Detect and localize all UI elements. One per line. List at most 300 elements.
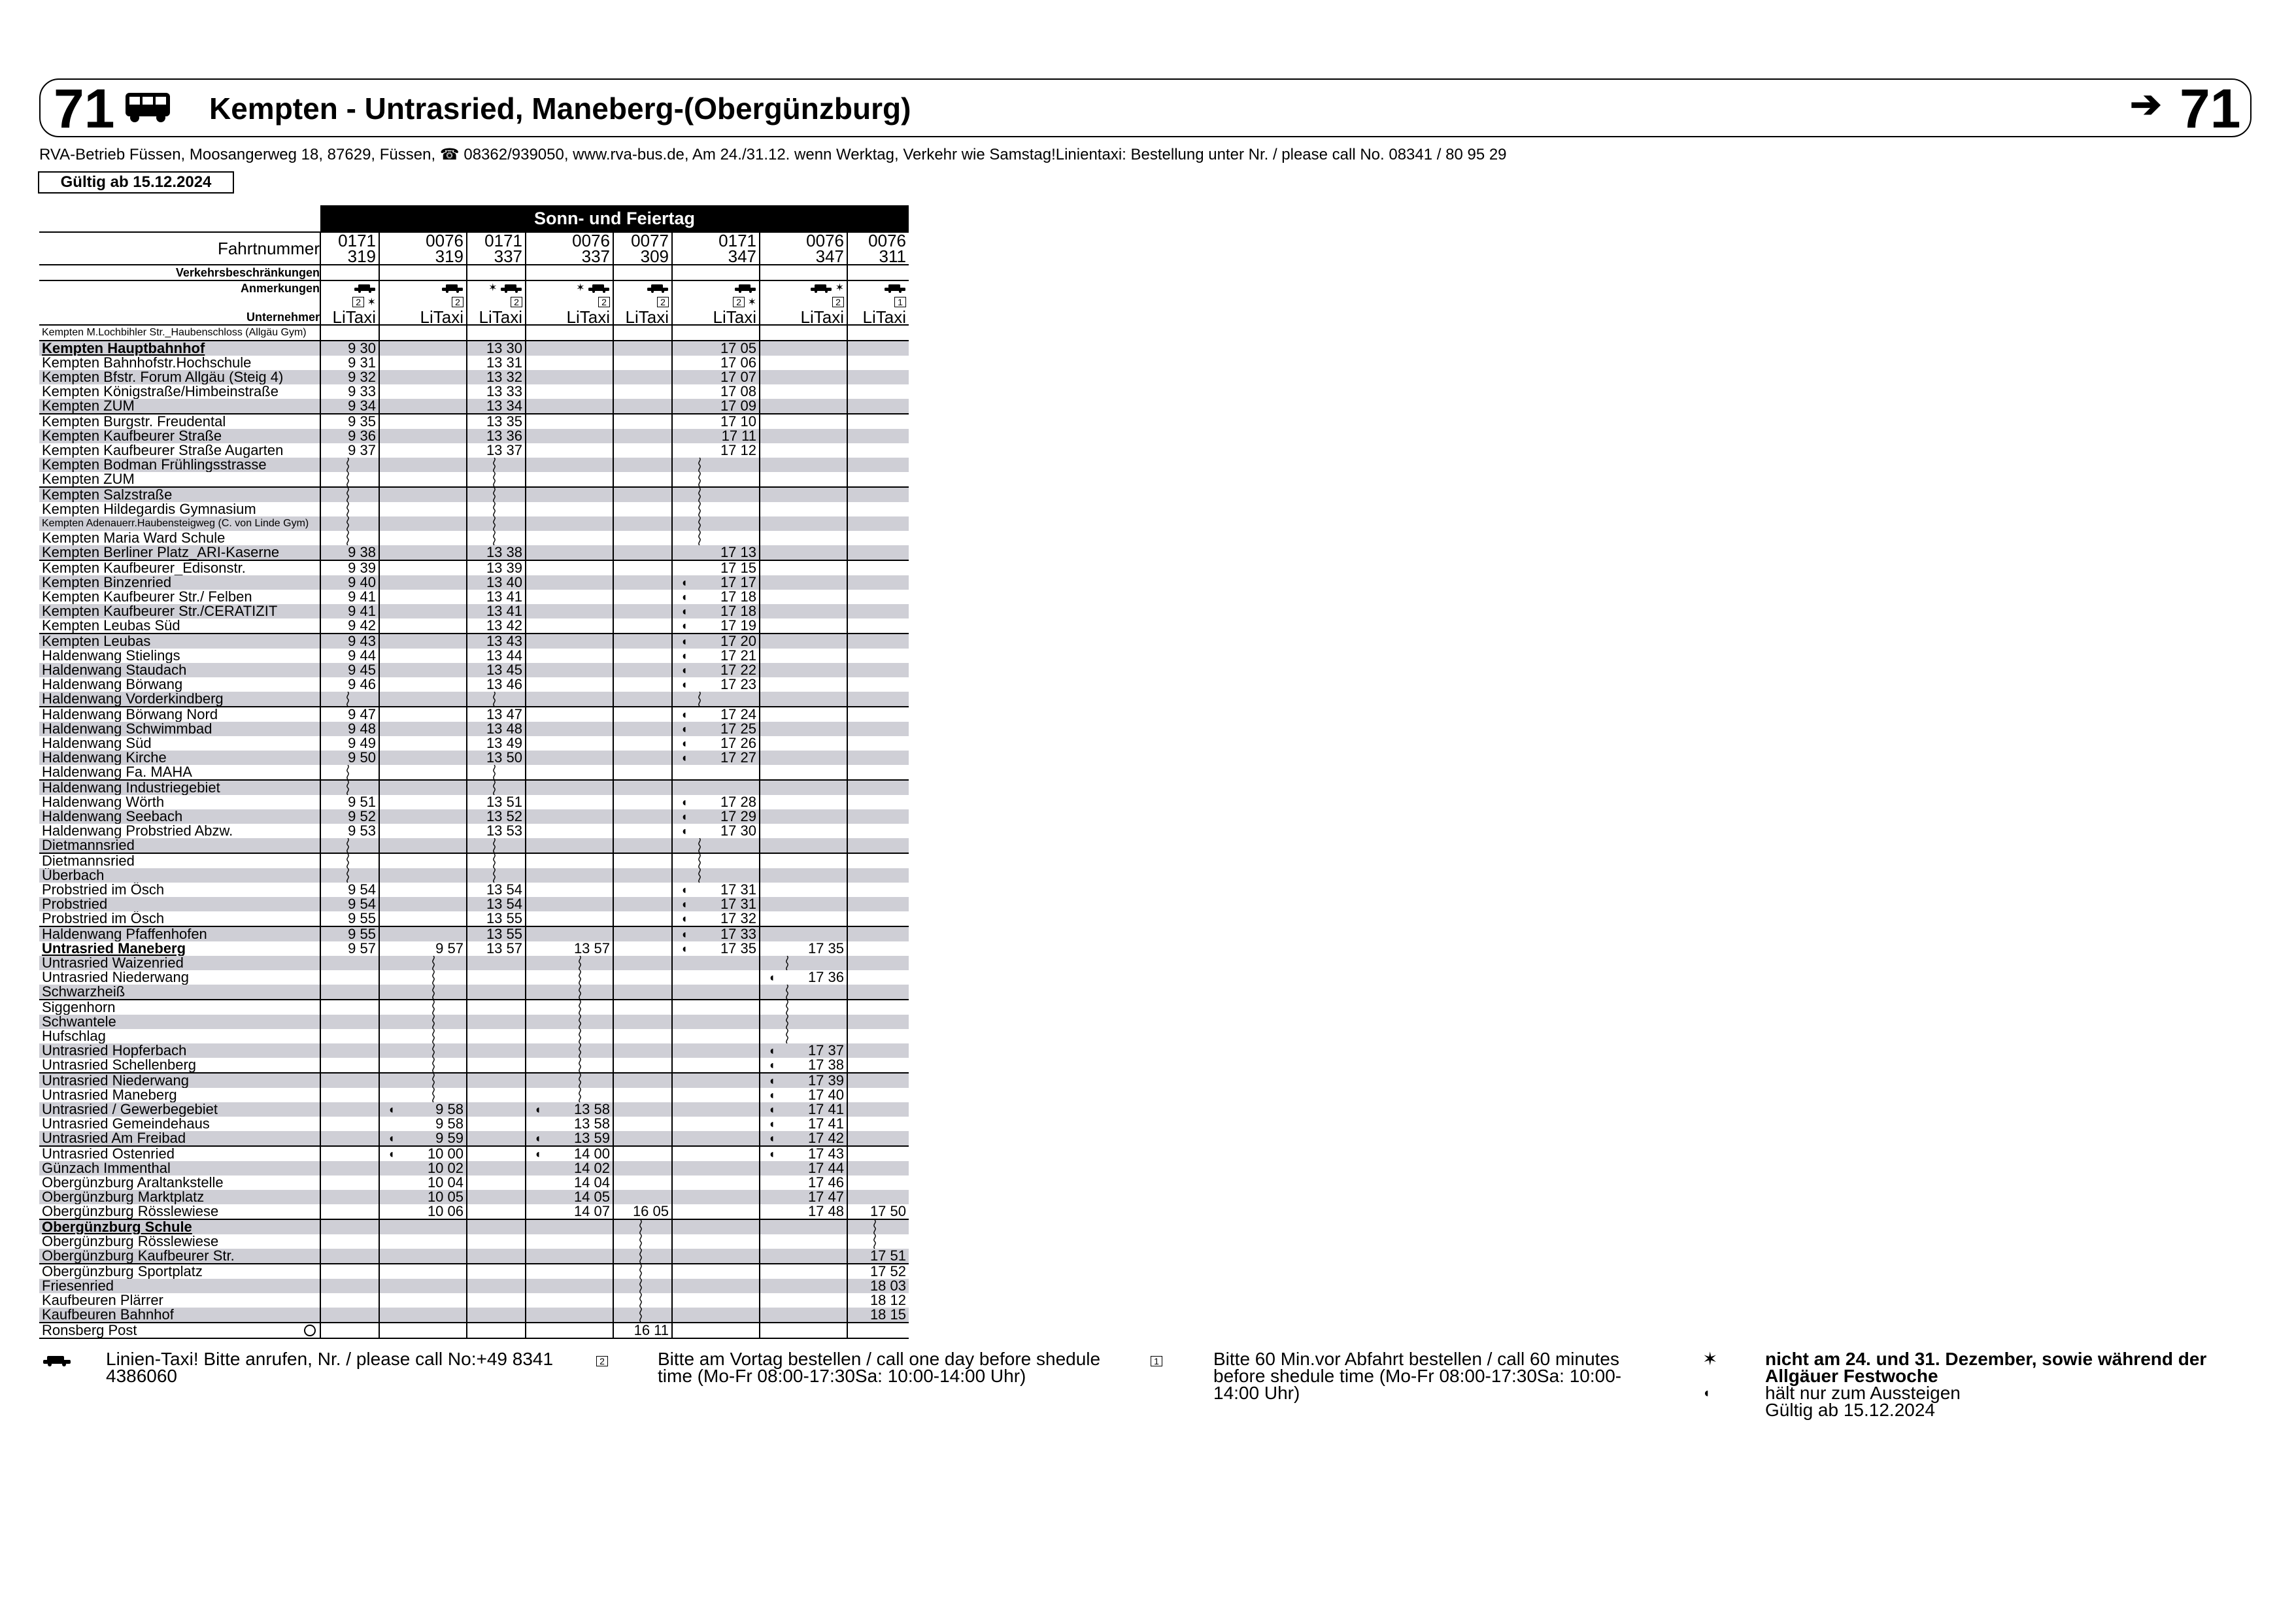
departure-time [379,707,467,722]
departure-time [760,545,847,560]
departure-time [847,765,909,780]
cell-text: 17 08 [720,384,756,399]
stop-row [39,1000,909,1015]
departure-time [379,1204,467,1219]
stop-name [39,414,320,429]
departure-time [760,590,847,604]
departure-time [320,677,379,692]
stop-name [39,472,320,487]
stop-name [39,531,320,545]
star-icon: ✶ [747,297,756,308]
time-text: 17 40 [807,1088,844,1102]
departure-time [320,472,379,487]
stop-row [39,926,909,941]
departure-time [526,809,613,824]
departure-time [379,868,467,883]
rule-cell [613,1338,672,1340]
departure-time [320,384,379,399]
departure-time [760,985,847,1000]
stop-row [39,1102,909,1117]
departure-time [379,1029,467,1043]
departure-time [526,985,613,1000]
stop-name-text: Kempten Berliner Platz_ARI-Kaserne [42,545,280,560]
stop-name-text: Untrasried Maneberg [42,941,186,956]
departure-time [672,487,760,502]
departure-time [613,1088,672,1102]
departure-time [760,1249,847,1264]
departure-time [467,341,526,356]
departure-time [760,356,847,370]
departure-time [526,751,613,765]
departure-time [467,325,526,341]
departure-time [847,707,909,722]
time-text: 17 36 [807,970,844,985]
cell-text: 13 49 [486,736,522,751]
time-text: 17 22 [720,663,756,677]
stop-name-text: Haldenwang Probstried Abzw. [42,824,233,838]
departure-time [320,809,379,824]
departure-time [526,575,613,590]
time-text: 17 33 [720,926,756,941]
no-stop-squiggle [637,1279,644,1293]
time-text: 17 30 [720,824,756,838]
departure-time [847,941,909,956]
departure-time [467,677,526,692]
cell-text: 16 11 [633,1323,669,1338]
departure-time [672,472,760,487]
departure-time [613,1249,672,1264]
departure-time [320,897,379,911]
time-text: 17 32 [720,911,756,926]
departure-time [760,780,847,795]
stop-name-text: Kempten Bahnhofstr.Hochschule [42,356,252,370]
no-stop-squiggle [577,985,583,999]
departure-time [526,560,613,575]
departure-time [613,443,672,458]
departure-time [379,941,467,956]
departure-time [526,883,613,897]
stop-name-text: Kempten Königstraße/Himbeinstraße [42,384,278,399]
departure-time [320,531,379,545]
stop-name-text: Obergünzburg Sportplatz [42,1264,203,1279]
departure-time [379,1015,467,1029]
stop-name-text: Kempten Burgstr. Freudental [42,414,226,429]
departure-time [672,399,760,414]
departure-time [467,751,526,765]
stop-name [39,458,320,472]
departure-time [320,634,379,649]
departure-time [847,1043,909,1058]
stop-name-text: Kempten Leubas [42,634,151,649]
departure-time [467,941,526,956]
departure-time [760,414,847,429]
cell-text: 17 09 [720,399,756,414]
stop-row [39,1088,909,1102]
taxi-icon [441,284,464,293]
cell-text: 17 52 [869,1264,906,1279]
alight-only-icon: ◖ [681,605,688,618]
departure-time [320,1000,379,1015]
stop-name-text: Schwantele [42,1015,116,1029]
departure-time [526,692,613,707]
departure-time [672,516,760,531]
no-stop-squiggle [696,502,703,516]
stop-name-text: Untrasried Niederwang [42,970,189,985]
time-text: 13 59 [573,1131,610,1146]
stop-name [39,677,320,692]
stop-row [39,472,909,487]
departure-time [672,458,760,472]
stop-row [39,1131,909,1146]
departure-time [467,487,526,502]
stop-name [39,1073,320,1088]
stop-row [39,824,909,838]
departure-time [379,663,467,677]
stop-name [39,692,320,707]
stop-name-text: Obergünzburg Marktplatz [42,1190,205,1204]
time-text: 17 35 [720,941,756,956]
departure-time [760,384,847,399]
departure-time [467,545,526,560]
no-stop-squiggle [871,1220,878,1234]
departure-time [613,1176,672,1190]
stop-name [39,1029,320,1043]
departure-time [847,545,909,560]
departure-time [672,883,760,897]
departure-time [467,429,526,443]
no-stop-squiggle [577,1043,583,1058]
cell-text: 9 36 [348,429,376,443]
departure-time [847,795,909,809]
departure-time [467,590,526,604]
stop-name-text: Haldenwang Börwang Nord [42,707,218,722]
alight-only-icon: ◖ [768,971,775,984]
departure-time [320,545,379,560]
departure-time [379,618,467,634]
departure-time [672,649,760,663]
departure-time [672,1264,760,1279]
stop-name [39,618,320,634]
departure-time [526,516,613,531]
departure-time [847,356,909,370]
departure-time [613,883,672,897]
departure-time [467,883,526,897]
operator-info: RVA-Betrieb Füssen, Moosangerweg 18, 87629, Füssen, ☎ 08362/939050, www.rva-bus.de, Am 24./31.12. wenn Werktag, Verkehr wie Samstag!Linientaxi: Bestellung unter Nr. / please call No. 08341 / 80 95 29 [39,146,1507,163]
departure-time [526,531,613,545]
departure-time [379,911,467,926]
stop-name [39,560,320,575]
departure-time [847,604,909,618]
departure-time [467,1043,526,1058]
departure-time [613,1058,672,1073]
departure-time [467,1029,526,1043]
departure-time [320,560,379,575]
departure-time [526,824,613,838]
alight-only-icon: ◖ [768,1074,775,1087]
no-stop-squiggle [696,838,703,853]
departure-time [526,1161,613,1176]
no-stop-squiggle [430,1043,437,1058]
departure-time [379,1190,467,1204]
no-stop-squiggle [637,1308,644,1322]
stop-row [39,487,909,502]
cell-text: 16 05 [632,1204,669,1219]
departure-time [467,399,526,414]
cell-text: 13 38 [486,545,522,560]
trip-number-b: 311 [879,246,906,265]
departure-time [526,853,613,868]
no-stop-squiggle [577,970,583,985]
departure-time [379,1234,467,1249]
no-stop-squiggle [784,1029,790,1043]
departure-time [379,1146,467,1161]
rule-cell [672,1338,760,1340]
departure-time [379,1249,467,1264]
stop-row [39,780,909,795]
departure-time [672,1204,760,1219]
departure-time [672,1176,760,1190]
departure-time [467,1161,526,1176]
timetable-grid [39,205,909,1340]
departure-time [526,1029,613,1043]
cell-text: 13 45 [486,663,522,677]
departure-time [526,502,613,516]
no-stop-squiggle [577,1088,583,1102]
departure-time [613,634,672,649]
departure-time [847,956,909,970]
departure-time [760,795,847,809]
stop-name-text: Kempten Kaufbeurer Str./ Felben [42,590,252,604]
time-text: 17 29 [720,809,756,824]
departure-time [613,487,672,502]
star-icon: ✶ [835,282,844,294]
stop-row [39,560,909,575]
departure-time [320,487,379,502]
star-icon: ✶ [367,297,376,308]
stop-row [39,911,909,926]
departure-time [613,325,672,341]
cell-text: 9 33 [348,384,376,399]
departure-time [760,325,847,341]
no-stop-squiggle [637,1293,644,1308]
stop-name [39,1117,320,1131]
departure-time [613,663,672,677]
stop-name [39,985,320,1000]
stop-name [39,502,320,516]
no-stop-squiggle [491,838,498,853]
departure-time [760,634,847,649]
stop-name [39,1000,320,1015]
cell-text: 17 13 [720,545,756,560]
no-stop-squiggle [696,854,703,868]
stop-name-text: Ronsberg Post [42,1323,137,1338]
departure-time [526,838,613,853]
stop-row [39,1029,909,1043]
departure-time [760,824,847,838]
cell-text: 9 31 [348,356,376,370]
line-number-right: 71 [2180,78,2241,139]
departure-time [526,736,613,751]
no-stop-squiggle [430,970,437,985]
departure-time [613,1043,672,1058]
stop-name [39,722,320,736]
departure-time [613,1015,672,1029]
departure-time [760,809,847,824]
departure-time [847,883,909,897]
box-number-icon: 2 [657,297,669,307]
departure-time [847,1234,909,1249]
departure-time [613,1234,672,1249]
departure-time [320,414,379,429]
departure-time [320,516,379,531]
stop-row [39,1264,909,1279]
notes-symbol-cell [379,296,467,310]
cell-text: 9 48 [348,722,376,736]
alight-only-icon: ◖ [534,1147,541,1160]
departure-time [672,356,760,370]
departure-time [760,1264,847,1279]
departure-time [526,1000,613,1015]
alight-only-icon: ◖ [681,722,688,736]
departure-time [379,560,467,575]
notes-cell [613,280,672,296]
departure-time [847,1190,909,1204]
departure-time [467,443,526,458]
cell-text: 9 41 [348,604,376,618]
stop-name [39,809,320,824]
departure-time [760,853,847,868]
stop-row [39,1249,909,1264]
departure-time [526,429,613,443]
alight-only-icon: ◖ [534,1103,541,1116]
departure-time [672,853,760,868]
departure-time [467,1264,526,1279]
departure-time [526,618,613,634]
departure-time [760,1293,847,1308]
departure-time [613,941,672,956]
stop-name [39,634,320,649]
rule-cell [467,1338,526,1340]
notes-symbol-cell [760,296,847,310]
time-text: 17 24 [720,707,756,722]
stop-name [39,926,320,941]
legend-valid-text: Gültig ab 15.12.2024 [1765,1400,1935,1420]
cell-text: 9 32 [348,370,376,384]
departure-time [320,1117,379,1131]
departure-time [320,458,379,472]
departure-time [847,838,909,853]
departure-time [672,370,760,384]
stop-row [39,883,909,897]
no-stop-squiggle [345,458,351,472]
stop-name [39,838,320,853]
time-text: 17 38 [807,1058,844,1073]
departure-time [467,531,526,545]
notes-cell [320,280,379,296]
departure-time [760,941,847,956]
stop-name-text: Schwarzheiß [42,985,126,1000]
departure-time [760,677,847,692]
stop-row [39,356,909,370]
no-stop-squiggle [491,531,498,545]
time-text: 17 21 [720,649,756,663]
departure-time [672,325,760,341]
cell-text: 9 55 [348,926,376,941]
time-text: 17 25 [720,722,756,736]
departure-time [526,722,613,736]
cell-text: 9 38 [348,545,376,560]
departure-time [672,1043,760,1058]
cell-text: 13 41 [486,590,522,604]
stop-name-text: Haldenwang Pfaffenhofen [42,926,207,941]
departure-time [760,751,847,765]
departure-time [760,1029,847,1043]
trip-number-a: 0076 [868,232,906,250]
stop-row [39,868,909,883]
no-stop-squiggle [345,765,351,779]
no-stop-squiggle [491,472,498,486]
stop-name-text: Haldenwang Kirche [42,751,167,765]
departure-time [467,809,526,824]
departure-time [672,1000,760,1015]
linientaxi-icon [42,1355,72,1366]
departure-time [847,1015,909,1029]
departure-time [760,1043,847,1058]
stop-name-text: Kempten Binzenried [42,575,172,590]
departure-time [672,1279,760,1293]
departure-time [379,487,467,502]
departure-time [760,1161,847,1176]
taxi-icon [884,284,906,293]
stop-row [39,1176,909,1190]
notes-symbol-cell [613,296,672,310]
departure-time [320,325,379,341]
departure-time [320,1264,379,1279]
alight-only-icon: ◖ [388,1147,395,1160]
departure-time [760,911,847,926]
departure-time [847,458,909,472]
trip-number-b: 309 [640,246,669,265]
no-stop-squiggle [871,1234,878,1249]
stop-name-text: Haldenwang Staudach [42,663,187,677]
departure-time [760,516,847,531]
departure-time [526,765,613,780]
departure-time [320,926,379,941]
time-text: 17 20 [720,634,756,649]
trip-number-a: 0076 [572,232,610,250]
alight-only-icon: ◖ [681,796,688,809]
cell-text: 13 44 [486,649,522,663]
trip-number-label: Fahrtnummer [39,232,320,265]
departure-time [847,443,909,458]
departure-time [467,1117,526,1131]
departure-time [847,414,909,429]
departure-time [672,384,760,399]
stop-name [39,883,320,897]
rule-cell [379,1338,467,1340]
time-text: 17 26 [720,736,756,751]
departure-time [760,663,847,677]
departure-time [379,838,467,853]
star-icon: ✶ [1702,1349,1718,1369]
no-stop-squiggle [430,956,437,970]
alight-only-icon: ◖ [681,898,688,911]
departure-time [320,707,379,722]
restriction-cell [467,265,526,280]
departure-time [379,897,467,911]
departure-time [526,926,613,941]
cell-text: 13 48 [486,722,522,736]
